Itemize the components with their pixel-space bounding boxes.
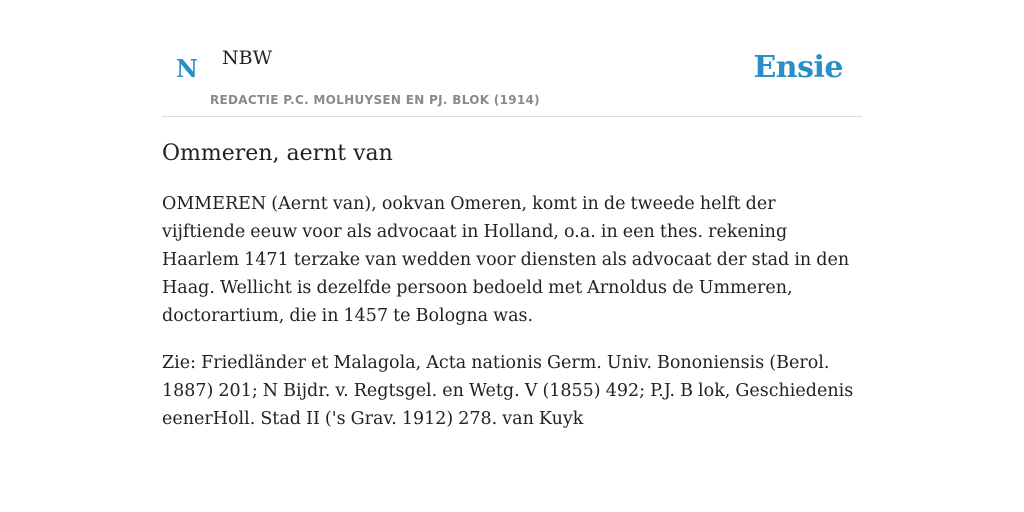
- brand-logo[interactable]: Ensie: [753, 50, 843, 85]
- entry-title: Ommeren, aernt van: [162, 141, 393, 166]
- source-editors: REDACTIE P.C. MOLHUYSEN EN PJ. BLOK (1914): [210, 93, 540, 107]
- entry-paragraph: OMMEREN (Aernt van), ookvan Omeren, komt in de tweede helft der vijftiende eeuw voor als advocaat in Holland, o.a. in een thes. rekening Haarlem 1471 terzake van wedden voor diensten als advocaat der stad in den Haag. Wellicht is dezelfde persoon bedoeld met Arnoldus de Ummeren, doctorartium, die in 1457 te Bologna was.: [162, 194, 850, 326]
- source-name[interactable]: NBW: [222, 47, 273, 69]
- entry-content: [162, 138, 862, 452]
- source-logo[interactable]: N: [176, 54, 198, 83]
- source-header: [162, 40, 862, 117]
- entry-references: Zie: Friedländer et Malagola, Acta nationis Germ. Univ. Bononiensis (Berol. 1887) 201; N Bijdr. v. Regtsgel. en Wetg. V (1855) 492; P.J. B lok, Geschiedenis eenerHoll. Stad II ('s Grav. 1912) 278. van Kuyk: [162, 353, 854, 429]
